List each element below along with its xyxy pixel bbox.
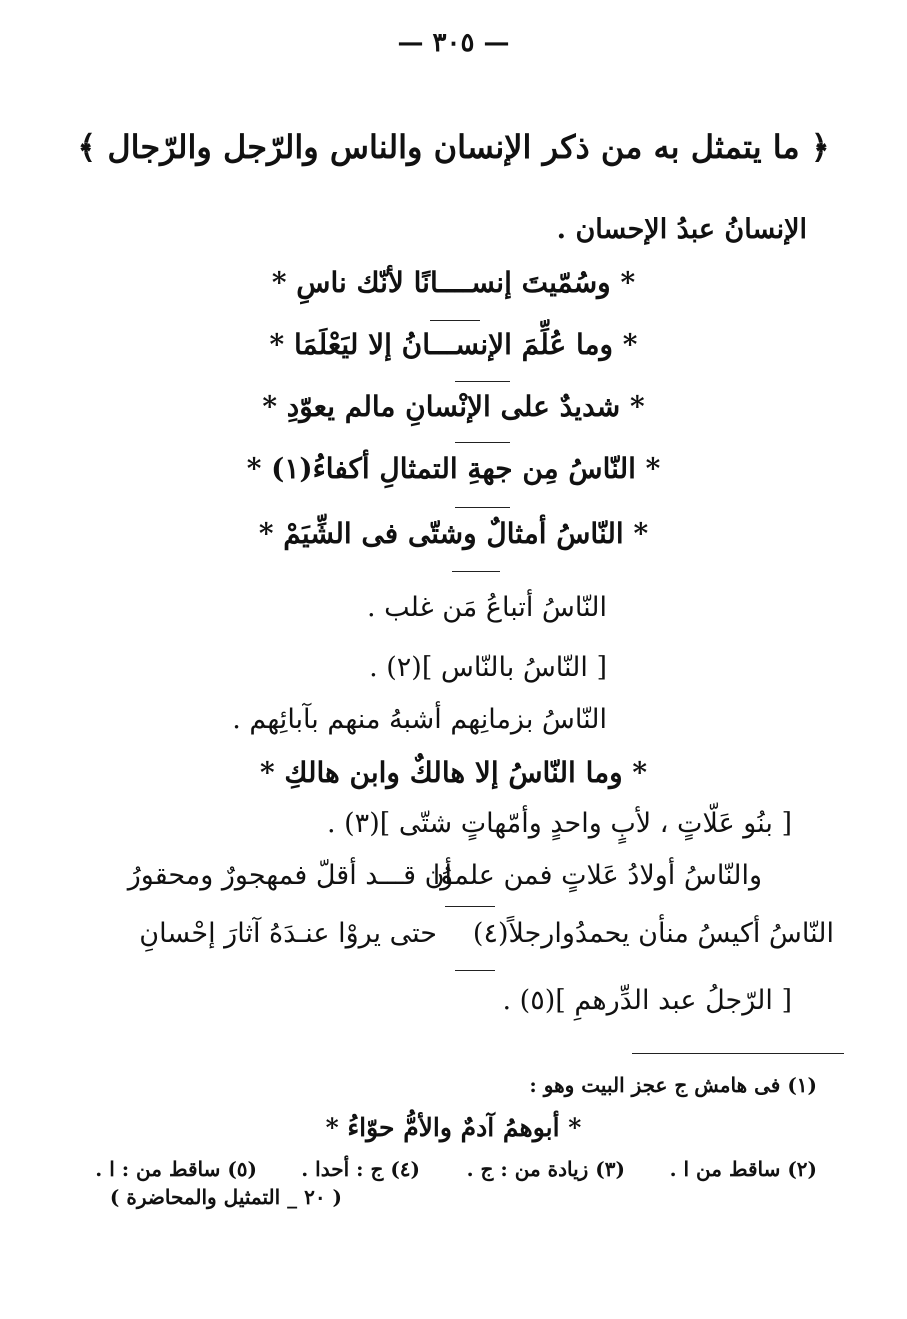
separator: [455, 970, 495, 971]
footnote-rule: [632, 1053, 844, 1054]
page-number: — ٣٠٥ —: [397, 28, 510, 58]
proverb-line: الإنسانُ عبدُ الإحسان .: [556, 214, 807, 245]
footnote-5: (٥) ساقط من : ا .: [95, 1157, 257, 1181]
footnote-3: (٣) زيادة من : ج .: [466, 1157, 625, 1181]
proverb-line: النّاسُ بزمانِهم أشبهُ منهم بآبائِهم .: [232, 704, 607, 735]
couplet-first-hemistich: النّاسُ أكيسُ منأن يحمدُوارجلاً(٤): [472, 918, 834, 949]
couplet-second-hemistich: أن قـــد أقلّ فمهجورٌ ومحقورُ: [127, 860, 452, 891]
couplet-first-hemistich: والنّاسُ أولادُ عَلاتٍ فمن علموُا: [432, 860, 762, 891]
verse-line: * وسُمّيتَ إنســــانًا لأنّك ناسِ *: [271, 266, 636, 299]
verse-line: * النّاسُ أمثالٌ وشتّى فى الشِّيَمْ *: [258, 517, 649, 550]
separator: [455, 507, 510, 508]
footnote-verse: * أبوهمُ آدمٌ والأمُّ حوّاءُ *: [325, 1113, 582, 1142]
separator: [455, 442, 510, 443]
couplet-second-hemistich: حتى يروْا عنـدَهُ آثارَ إحْسانِ: [139, 918, 437, 949]
separator: [445, 906, 495, 907]
proverb-line: [ النّاسُ بالنّاس ](٢) .: [369, 652, 607, 683]
proverb-line: النّاسُ أتباعُ مَن غلب .: [366, 592, 607, 623]
separator: [452, 571, 500, 572]
separator: [430, 320, 480, 321]
verse-line: * وما النّاسُ إلا هالكٌ وابن هالكِ *: [259, 756, 648, 789]
separator: [455, 381, 510, 382]
footnote-2: (٢) ساقط من ا .: [669, 1157, 817, 1181]
verse-line: * وما عُلِّمَ الإنســـانُ إلا ليَعْلَمَا *: [269, 328, 638, 361]
footnote-4: (٤) ج : أحدا .: [301, 1157, 420, 1181]
proverb-line: [ بنُو عَلّاتٍ ، لأبٍ واحدٍ وأمّهاتٍ شتّى ](٣) .: [326, 808, 792, 839]
signature-mark: ( ٢٠ _ التمثيل والمحاضرة ): [109, 1185, 342, 1209]
verse-line: * شديدٌ على الإنْسانِ مالم يعوّدِ *: [262, 390, 645, 423]
footnote-1: (١) فى هامش ج عجز البيت وهو :: [529, 1073, 817, 1097]
section-title: ﴿ ما يتمثل به من ذكر الإنسان والناس والرّجل والرّجال ﴾: [77, 128, 830, 166]
proverb-line: [ الرّجلُ عبد الدِّرهمِ ](٥) .: [502, 985, 792, 1016]
verse-line: * النّاسُ مِن جهةِ التمثالِ أكفاءُ(١) *: [246, 452, 661, 485]
